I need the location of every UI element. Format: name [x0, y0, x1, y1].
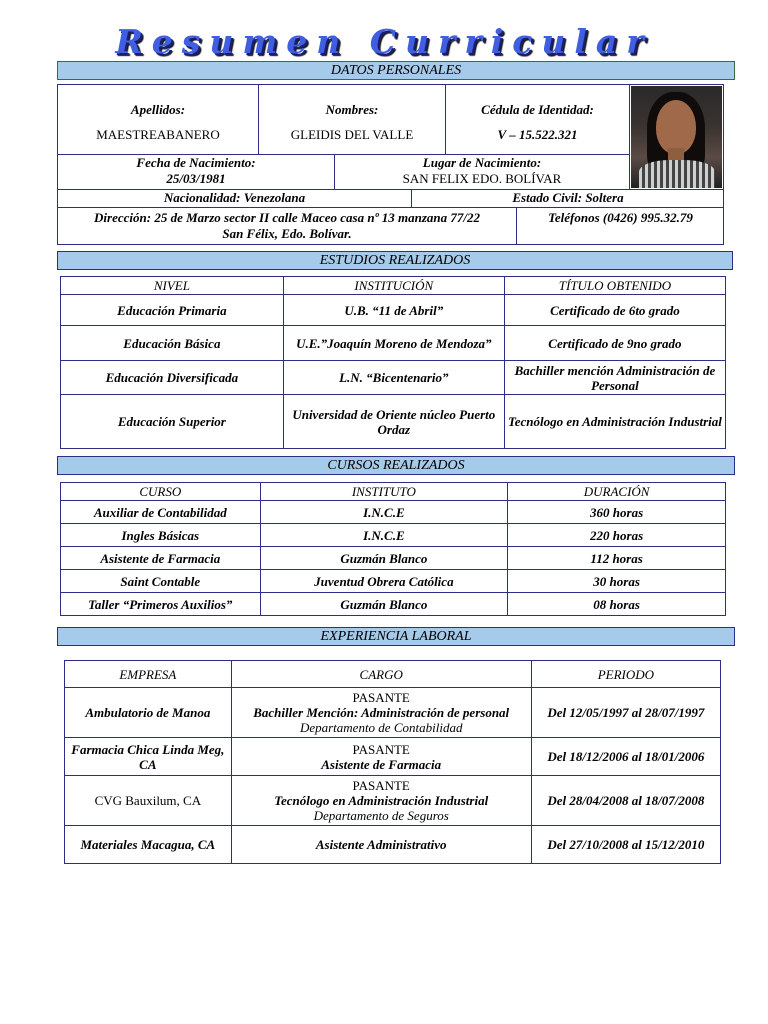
table-cell: U.E.”Joaquín Moreno de Mendoza”	[283, 326, 504, 361]
apellidos-value: MAESTREABANERO	[96, 127, 220, 142]
table-cell: Del 12/05/1997 al 28/07/1997	[531, 688, 720, 738]
table-cell: Guzmán Blanco	[260, 547, 508, 570]
table-cell: Del 27/10/2008 al 15/12/2010	[531, 826, 720, 864]
table-cell: Saint Contable	[61, 570, 261, 593]
table-cell: 360 horas	[508, 501, 726, 524]
table-cell: 220 horas	[508, 524, 726, 547]
table-row	[61, 361, 726, 395]
section-header-datos-personales: DATOS PERSONALES	[57, 61, 735, 80]
table-cell: PASANTE Asistente de Farmacia	[231, 738, 531, 776]
column-header: NIVEL	[61, 277, 284, 295]
fecha-nacimiento-value: 25/03/1981	[166, 171, 226, 186]
table-cell: Certificado de 9no grado	[504, 326, 725, 361]
table-cell: Del 28/04/2008 al 18/07/2008	[531, 776, 720, 826]
column-header: PERIODO	[531, 661, 720, 688]
table-cell: Auxiliar de Contabilidad	[61, 501, 261, 524]
table-cell: L.N. “Bicentenario”	[283, 361, 504, 395]
direccion-line1: Dirección: 25 de Marzo sector II calle Maceo casa nº 13 manzana 77/22	[94, 210, 480, 225]
table-row	[61, 570, 726, 593]
table-row	[61, 395, 726, 449]
table-cell: Del 18/12/2006 al 18/01/2006	[531, 738, 720, 776]
table-row	[61, 501, 726, 524]
table-row	[61, 524, 726, 547]
table-row	[61, 593, 726, 616]
apellidos-label: Apellidos:	[130, 102, 186, 117]
page-title: Resumen Curricular	[115, 22, 653, 61]
nombres-value: GLEIDIS DEL VALLE	[290, 127, 414, 142]
table-row	[65, 738, 721, 776]
section-header-estudios: ESTUDIOS REALIZADOS	[57, 251, 733, 270]
cedula-label: Cédula de Identidad:	[481, 102, 594, 117]
cursos-table	[60, 482, 726, 616]
table-cell: Taller “Primeros Auxilios”	[61, 593, 261, 616]
table-cell: Materiales Macagua, CA	[65, 826, 232, 864]
table-cell: Educación Básica	[61, 326, 284, 361]
table-cell: Farmacia Chica Linda Meg, CA	[65, 738, 232, 776]
column-header: DURACIÓN	[508, 483, 726, 501]
lugar-nacimiento-value: SAN FELIX EDO. BOLÍVAR	[402, 171, 562, 186]
table-cell: Certificado de 6to grado	[504, 295, 725, 326]
table-cell: I.N.C.E	[260, 524, 508, 547]
table-cell: Guzmán Blanco	[260, 593, 508, 616]
column-header: TÍTULO OBTENIDO	[504, 277, 725, 295]
telefonos: Teléfonos (0426) 995.32.79	[548, 210, 693, 225]
table-cell: Tecnólogo en Administración Industrial	[504, 395, 725, 449]
column-header: EMPRESA	[65, 661, 232, 688]
column-header: CURSO	[61, 483, 261, 501]
table-cell: Juventud Obrera Católica	[260, 570, 508, 593]
table-cell: 112 horas	[508, 547, 726, 570]
table-row	[61, 326, 726, 361]
table-cell: I.N.C.E	[260, 501, 508, 524]
table-cell: Asistente de Farmacia	[61, 547, 261, 570]
table-cell: 08 horas	[508, 593, 726, 616]
table-cell: Bachiller mención Administración de Personal	[504, 361, 725, 395]
table-cell: Educación Primaria	[61, 295, 284, 326]
column-header: INSTITUTO	[260, 483, 508, 501]
table-cell: U.B. “11 de Abril”	[283, 295, 504, 326]
estudios-table	[60, 276, 726, 449]
table-cell: Asistente Administrativo	[231, 826, 531, 864]
cedula-value: V – 15.522.321	[497, 127, 578, 142]
table-row	[61, 295, 726, 326]
table-row	[65, 826, 721, 864]
table-cell: Educación Superior	[61, 395, 284, 449]
experiencia-table	[64, 660, 721, 864]
table-cell: 30 horas	[508, 570, 726, 593]
table-row	[65, 688, 721, 738]
nacionalidad: Nacionalidad: Venezolana	[163, 190, 306, 205]
table-cell: Ingles Básicas	[61, 524, 261, 547]
table-cell: Educación Diversificada	[61, 361, 284, 395]
profile-photo	[631, 86, 722, 188]
section-header-cursos: CURSOS REALIZADOS	[57, 456, 735, 475]
estado-civil: Estado Civil: Soltera	[512, 190, 624, 205]
section-header-experiencia: EXPERIENCIA LABORAL	[57, 627, 735, 646]
table-cell: Ambulatorio de Manoa	[65, 688, 232, 738]
lugar-nacimiento-label: Lugar de Nacimiento:	[422, 155, 542, 170]
table-cell: PASANTE Tecnólogo en Administración Industrial Departamento de Seguros	[231, 776, 531, 826]
table-row	[65, 776, 721, 826]
fecha-nacimiento-label: Fecha de Nacimiento:	[136, 155, 256, 170]
column-header: CARGO	[231, 661, 531, 688]
nombres-label: Nombres:	[325, 102, 379, 117]
table-cell: PASANTE Bachiller Mención: Administración de personal Departamento de Contabilidad	[231, 688, 531, 738]
column-header: INSTITUCIÓN	[283, 277, 504, 295]
table-cell: Universidad de Oriente núcleo Puerto Ordaz	[283, 395, 504, 449]
direccion-line2: San Félix, Edo. Bolívar.	[222, 226, 352, 241]
table-row	[61, 547, 726, 570]
table-cell: CVG Bauxilum, CA	[65, 776, 232, 826]
